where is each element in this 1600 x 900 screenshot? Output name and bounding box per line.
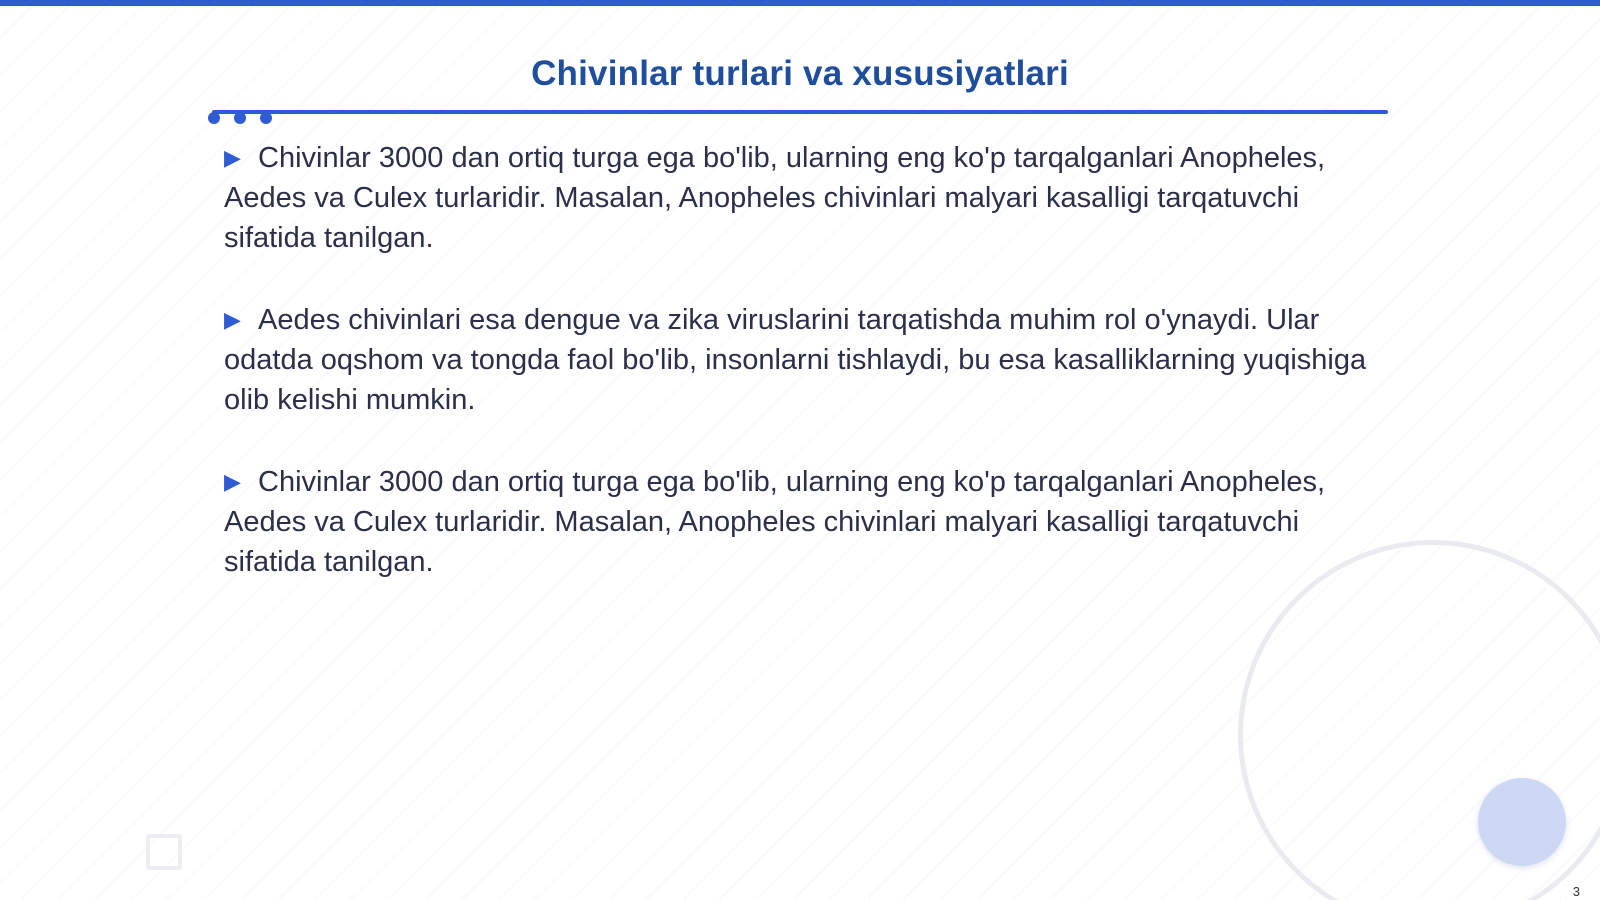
bullet-text: Chivinlar 3000 dan ortiq turga ega bo'lib, ularning eng ko'p tarqalganlari Anopheles, Aedes va Culex turlaridir. Masalan, Anopheles chivinlari malyari kasalligi tarqatuvchi sifatida tanilgan.	[224, 142, 1326, 254]
decorative-dot	[234, 112, 246, 124]
page-number: 3	[1572, 884, 1580, 899]
decorative-circle	[1478, 778, 1566, 866]
triangle-right-icon: ▶	[224, 307, 241, 332]
slide-title: Chivinlar turlari va xususiyatlari	[531, 54, 1069, 93]
bullet-item	[224, 138, 1384, 258]
bullet-item	[224, 300, 1384, 420]
top-accent-bar	[0, 0, 1600, 6]
title-underline	[212, 110, 1388, 114]
triangle-right-icon: ▶	[224, 469, 241, 494]
bullet-item	[224, 462, 1384, 582]
decorative-dot	[208, 112, 220, 124]
decorative-dot	[260, 112, 272, 124]
bullet-text: Chivinlar 3000 dan ortiq turga ega bo'lib, ularning eng ko'p tarqalganlari Anopheles, Aedes va Culex turlaridir. Masalan, Anopheles chivinlari malyari kasalligi tarqatuvchi sifatida tanilgan.	[224, 466, 1326, 578]
bullet-list	[224, 138, 1384, 624]
bullet-text: Aedes chivinlari esa dengue va zika viruslarini tarqatishda muhim rol o'ynaydi. Ular odatda oqshom va tongda faol bo'lib, insonlarni tishlaydi, bu esa kasalliklarning yuqishiga olib kelishi mumkin.	[224, 304, 1367, 416]
decorative-square	[146, 834, 182, 870]
triangle-right-icon: ▶	[224, 145, 241, 170]
